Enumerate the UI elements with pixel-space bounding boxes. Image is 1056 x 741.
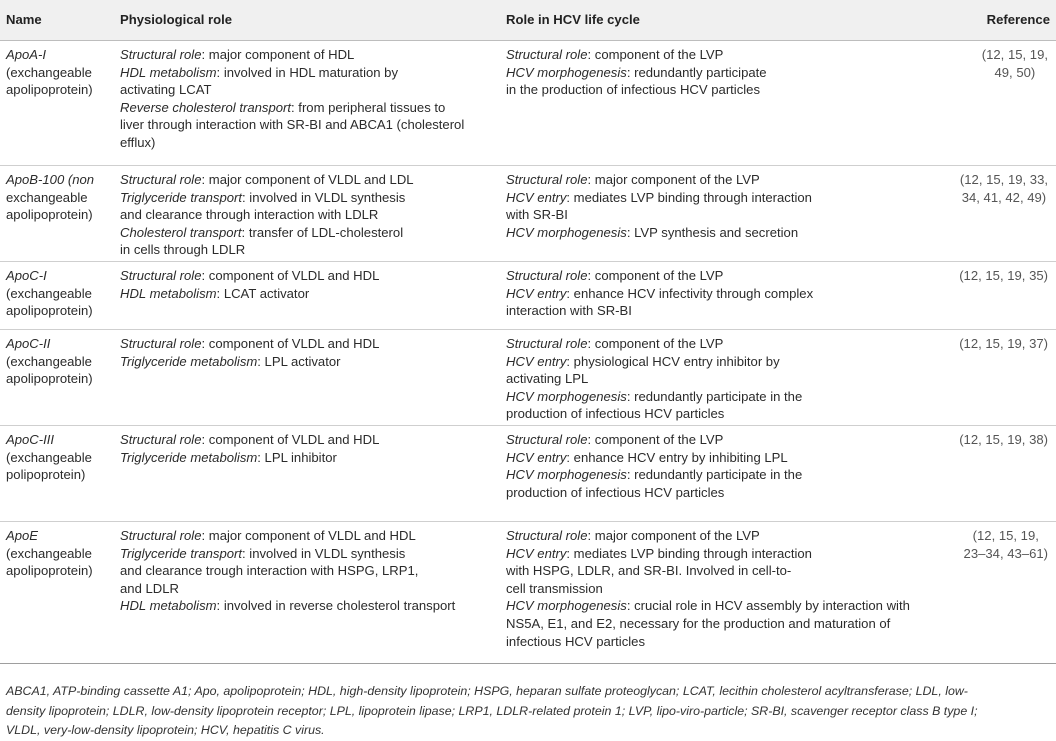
role-label: Structural role <box>120 528 202 543</box>
reference-line: (12, 15, 19, 33, <box>959 172 1048 187</box>
role-text: : component of the LVP <box>587 268 724 283</box>
hcv-role-cell <box>502 166 847 262</box>
role-line <box>506 388 843 406</box>
reference-list <box>982 46 1048 81</box>
role-label: Structural role <box>506 47 588 62</box>
apolipoprotein-type: exchangeable <box>6 189 88 205</box>
role-line <box>506 633 843 651</box>
role-line <box>120 580 498 598</box>
role-text: efflux) <box>120 134 156 150</box>
role-line <box>120 353 498 371</box>
role-line <box>120 267 498 285</box>
reference-line: (12, 15, 19, <box>981 47 1048 62</box>
apolipoprotein-type: (exchangeable <box>6 64 92 80</box>
role-line <box>120 527 498 545</box>
name-cell <box>0 330 116 426</box>
role-line <box>120 335 498 353</box>
role-text: : redundantly participate in the <box>626 388 803 404</box>
apolipoprotein-type: apolipoprotein) <box>6 207 93 223</box>
name-cell <box>0 426 116 522</box>
role-label: HCV entry <box>506 449 567 465</box>
name-cell <box>0 41 116 166</box>
role-label: HDL metabolism <box>120 285 217 301</box>
reference-cell <box>847 166 1056 262</box>
role-text: : LCAT activator <box>216 285 310 301</box>
apolipoprotein-type: apolipoprotein) <box>6 303 93 319</box>
physiological-role-cell <box>116 262 502 330</box>
role-line <box>506 302 843 320</box>
apolipoprotein-type: (exchangeable <box>6 285 92 301</box>
apolipoprotein-type: apolipoprotein) <box>6 563 93 579</box>
role-label: HCV morphogenesis <box>506 64 627 80</box>
role-line <box>120 241 498 259</box>
table-row <box>0 41 1056 166</box>
role-text: : enhance HCV infectivity through complex <box>566 285 814 301</box>
role-line <box>120 46 498 64</box>
hcv-role-cell <box>502 522 910 664</box>
role-text: : major component of VLDL and HDL <box>201 528 416 543</box>
role-line <box>506 189 843 207</box>
role-line <box>506 580 843 598</box>
header-physiological-role: Physiological role <box>120 12 233 28</box>
role-text: and clearance through interaction with LDLR <box>120 207 379 223</box>
role-line <box>506 370 843 388</box>
role-line <box>506 527 843 545</box>
role-line <box>120 189 498 207</box>
header-row <box>0 0 1056 41</box>
reference-cell <box>847 262 1056 330</box>
reference-list <box>960 171 1048 206</box>
reference-line: (12, 15, 19, 37) <box>959 336 1048 351</box>
header-hcv-role: Role in HCV life cycle <box>506 12 640 28</box>
role-label: HCV entry <box>506 545 567 561</box>
reference-line: (12, 15, 19, 35) <box>959 268 1048 283</box>
name-cell <box>0 166 116 262</box>
role-line <box>506 335 843 353</box>
table-footnote <box>6 682 1050 741</box>
role-line <box>120 224 498 242</box>
reference-list <box>964 527 1048 562</box>
role-text: : major component of VLDL and LDL <box>201 172 414 187</box>
role-line <box>120 545 498 563</box>
reference-list <box>959 267 1048 285</box>
role-text: : component of VLDL and HDL <box>201 268 380 283</box>
role-line <box>506 562 843 580</box>
role-label: Structural role <box>120 47 202 62</box>
physiological-role-cell <box>116 41 502 166</box>
role-line <box>506 405 843 423</box>
role-text: : involved in VLDL synthesis <box>242 189 406 205</box>
role-line <box>120 597 498 615</box>
role-text: production of infectious HCV particles <box>506 406 725 422</box>
table-row <box>0 166 1056 262</box>
role-text: : redundantly participate in the <box>626 467 803 483</box>
hcv-role-cell <box>502 330 847 426</box>
role-text: : major component of HDL <box>201 47 355 62</box>
role-label: HCV morphogenesis <box>506 224 627 240</box>
role-label: HCV entry <box>506 189 567 205</box>
header-reference: Reference <box>986 12 1050 28</box>
role-text: : LVP synthesis and secretion <box>626 224 799 240</box>
apolipoprotein-name: ApoC-III <box>6 432 55 447</box>
role-line <box>506 267 843 285</box>
reference-line: 23–34, 43–61) <box>963 545 1048 561</box>
reference-cell <box>847 426 1056 522</box>
role-text: : component of VLDL and HDL <box>201 432 380 447</box>
role-line <box>120 285 498 303</box>
role-line <box>120 206 498 224</box>
role-text: : from peripheral tissues to <box>291 99 446 115</box>
role-text: : component of VLDL and HDL <box>201 336 380 351</box>
physiological-role-cell <box>116 330 502 426</box>
apolipoprotein-name: ApoB-100 (non <box>6 172 95 187</box>
hcv-role-cell <box>502 262 847 330</box>
apolipoprotein-name: ApoA-I <box>6 47 47 62</box>
role-label: HCV morphogenesis <box>506 598 627 614</box>
apolipoprotein-name: ApoE <box>6 528 39 543</box>
role-line <box>120 64 498 82</box>
role-label: Reverse cholesterol transport <box>120 99 292 115</box>
apolipoprotein-name: ApoC-II <box>6 336 51 351</box>
table-row <box>0 262 1056 330</box>
role-line <box>120 81 498 99</box>
role-line <box>506 449 843 467</box>
role-label: Triglyceride metabolism <box>120 353 258 369</box>
role-line <box>506 484 843 502</box>
role-label: HDL metabolism <box>120 64 217 80</box>
name-cell <box>0 262 116 330</box>
apolipoprotein-type: polipoprotein) <box>6 467 86 483</box>
role-text: : component of the LVP <box>587 336 724 351</box>
hcv-role-cell <box>502 426 847 522</box>
role-label: Cholesterol transport <box>120 224 242 240</box>
role-text: : LPL activator <box>257 353 341 369</box>
role-label: Structural role <box>120 172 202 187</box>
role-line <box>120 449 498 467</box>
role-text: : redundantly participate <box>626 64 767 80</box>
role-label: Structural role <box>506 336 588 351</box>
role-text: in the production of infectious HCV particles <box>506 82 761 98</box>
role-text: NS5A, E1, and E2, necessary for the production and maturation of <box>506 615 891 631</box>
role-text: : involved in VLDL synthesis <box>242 545 406 561</box>
role-text: : mediates LVP binding through interaction <box>566 189 812 205</box>
role-line <box>506 615 891 633</box>
footnote-line: VLDL, very-low-density lipoprotein; HCV, hepatitis C virus. <box>6 723 325 737</box>
reference-line: 34, 41, 42, 49) <box>961 189 1047 205</box>
role-label: Structural role <box>506 268 588 283</box>
reference-line: (12, 15, 19, <box>972 528 1039 543</box>
role-line <box>506 224 843 242</box>
role-label: Structural role <box>506 528 588 543</box>
role-text: : mediates LVP binding through interaction <box>566 545 812 561</box>
role-label: Structural role <box>506 172 588 187</box>
role-text: : LPL inhibitor <box>257 449 337 465</box>
role-line <box>120 171 498 189</box>
reference-line: (12, 15, 19, 38) <box>959 432 1048 447</box>
role-text: with SR-BI <box>506 207 568 223</box>
role-line <box>506 431 843 449</box>
role-text: production of infectious HCV particles <box>506 484 725 500</box>
role-label: Triglyceride transport <box>120 545 243 561</box>
role-line <box>506 597 910 615</box>
role-text: : enhance HCV entry by inhibiting LPL <box>566 449 788 465</box>
role-label: HCV morphogenesis <box>506 388 627 404</box>
role-text: and clearance trough interaction with HSPG, LRP1, <box>120 563 419 579</box>
table-body <box>0 41 1056 664</box>
role-label: HDL metabolism <box>120 598 217 614</box>
role-line <box>120 116 498 134</box>
table-row <box>0 426 1056 522</box>
footnote-line: density lipoprotein; LDLR, low-density lipoprotein receptor; LPL, lipoprotein lipase; LRP1, LDLR-related protein 1; LVP, lipo-viro-particle; SR-BI, scavenger receptor class B type I; <box>6 703 978 718</box>
role-line <box>120 431 498 449</box>
role-line <box>506 46 843 64</box>
role-line <box>120 134 498 152</box>
role-text: : major component of the LVP <box>587 172 760 187</box>
role-text: : crucial role in HCV assembly by interaction with <box>626 598 910 614</box>
role-text: and LDLR <box>120 580 179 596</box>
physiological-role-cell <box>116 426 502 522</box>
apolipoprotein-type: apolipoprotein) <box>6 371 93 387</box>
role-line <box>506 466 843 484</box>
reference-line: 49, 50) <box>994 64 1036 80</box>
role-line <box>506 353 843 371</box>
role-label: Triglyceride transport <box>120 189 243 205</box>
role-text: cell transmission <box>506 580 603 596</box>
apolipoprotein-name: ApoC-I <box>6 268 47 283</box>
apolipoprotein-type: (exchangeable <box>6 353 92 369</box>
physiological-role-cell <box>116 166 502 262</box>
role-label: Structural role <box>120 432 202 447</box>
table-row <box>0 522 1056 664</box>
role-line <box>506 545 843 563</box>
role-text: activating LCAT <box>120 82 212 98</box>
apolipoprotein-type: apolipoprotein) <box>6 82 93 98</box>
reference-cell <box>847 41 1056 166</box>
role-label: HCV entry <box>506 285 567 301</box>
role-label: HCV morphogenesis <box>506 467 627 483</box>
header-name: Name <box>6 12 42 28</box>
role-label: Structural role <box>506 432 588 447</box>
apolipoprotein-type: (exchangeable <box>6 449 92 465</box>
role-text: : major component of the LVP <box>587 528 760 543</box>
physiological-role-cell <box>116 522 502 664</box>
role-text: in cells through LDLR <box>120 242 246 258</box>
footnote-line: ABCA1, ATP-binding cassette A1; Apo, apolipoprotein; HDL, high-density lipoprotein; HSPG, heparan sulfate proteoglycan; LCAT, lecithin cholesterol acyltransferase; LDL, low- <box>6 684 968 698</box>
role-label: Triglyceride metabolism <box>120 449 258 465</box>
role-label: Structural role <box>120 268 202 283</box>
role-label: Structural role <box>120 336 202 351</box>
role-label: HCV entry <box>506 353 567 369</box>
table-row <box>0 330 1056 426</box>
reference-list <box>959 335 1048 353</box>
name-cell <box>0 522 116 664</box>
role-line <box>120 99 498 117</box>
reference-cell <box>847 522 1056 664</box>
role-line <box>506 64 843 82</box>
role-text: : involved in HDL maturation by <box>216 64 399 80</box>
role-text: liver through interaction with SR-BI and ABCA1 (cholesterol <box>120 117 465 133</box>
role-line <box>506 285 843 303</box>
role-text: : transfer of LDL-cholesterol <box>241 224 404 240</box>
reference-list <box>959 431 1048 449</box>
role-text: with HSPG, LDLR, and SR-BI. Involved in cell-to- <box>506 563 792 579</box>
reference-cell <box>847 330 1056 426</box>
role-line <box>506 171 843 189</box>
role-text: : component of the LVP <box>587 432 724 447</box>
apolipoprotein-type: (exchangeable <box>6 545 92 561</box>
role-line <box>506 206 843 224</box>
role-text: : physiological HCV entry inhibitor by <box>566 353 780 369</box>
role-text: infectious HCV particles <box>506 633 645 649</box>
role-line <box>506 81 843 99</box>
role-text: activating LPL <box>506 371 589 387</box>
role-line <box>120 562 498 580</box>
role-text: : involved in reverse cholesterol transport <box>216 598 456 614</box>
role-text: : component of the LVP <box>587 47 724 62</box>
role-text: interaction with SR-BI <box>506 303 632 319</box>
hcv-role-cell <box>502 41 847 166</box>
